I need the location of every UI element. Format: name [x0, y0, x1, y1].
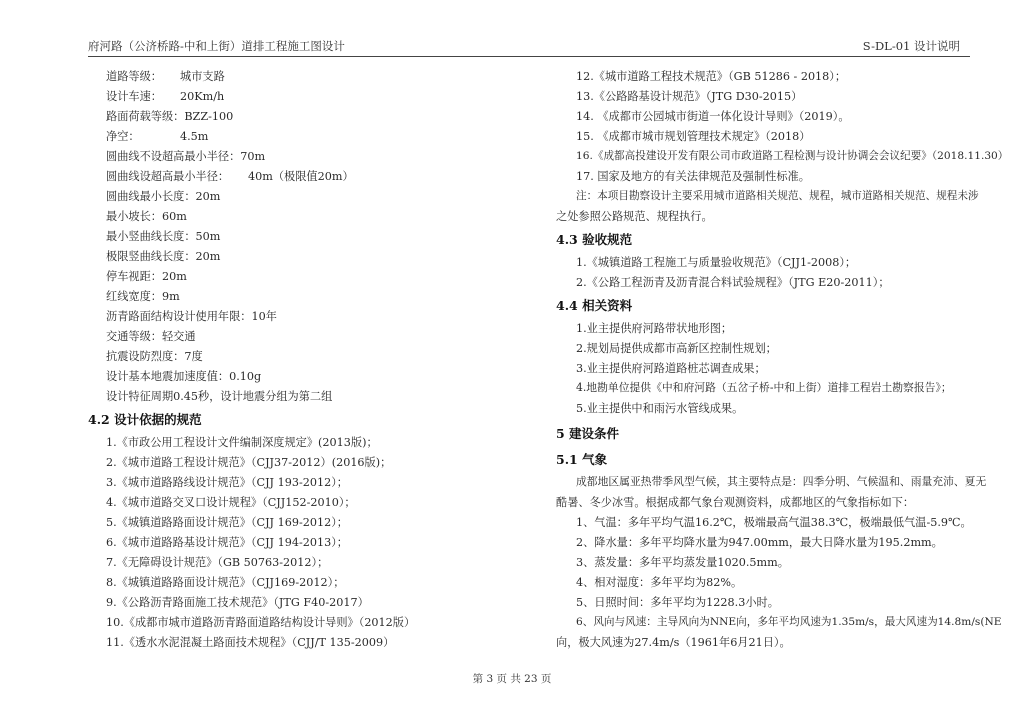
spec-item: 4.《城市道路交叉口设计规程》（CJJ152-2010）； [106, 496, 356, 509]
acceptance-item: 2.《公路工程沥青及沥青混合料试验规程》（JTG E20-2011）； [576, 276, 890, 289]
spec-item: 16.《成都高投建设开发有限公司市政道路工程检测与设计协调会会议纪要》（2018.11.30） [576, 150, 1009, 162]
spec-item: 3.《城市道路路线设计规范》（CJJ 193-2012）； [106, 476, 348, 489]
climate-item: 3、蒸发量：多年平均蒸发量1020.5mm。 [576, 556, 789, 569]
param-row: 交通等级：轻交通 [106, 330, 196, 343]
note-line: 注：本项目勘察设计主要采用城市道路相关规范、规程，城市道路相关规范、规程未涉 [576, 190, 979, 202]
section-heading-4-3: 4.3 验收规范 [556, 232, 633, 247]
climate-item: 向，极大风速为27.4m/s（1961年6月21日）。 [556, 636, 791, 649]
climate-item: 6、风向与风速：主导风向为NNE向，多年平均风速为1.35m/s，最大风速为14.8m/s(NE [576, 616, 1002, 628]
section-heading-4-4: 4.4 相关资料 [556, 298, 633, 313]
spec-item: 2.《城市道路工程设计规范》（CJJ37-2012）(2016版)； [106, 456, 392, 469]
spec-item: 17. 国家及地方的有关法律规范及强制性标准。 [576, 170, 810, 183]
param-row: 最小坡长：60m [106, 210, 187, 223]
param-row: 设计车速： 20Km/h [106, 90, 225, 103]
param-row: 抗震设防烈度：7度 [106, 350, 203, 363]
spec-item: 14. 《成都市公园城市街道一体化设计导则》（2019）。 [576, 110, 850, 123]
param-row: 圆曲线不设超高最小半径：70m [106, 150, 266, 163]
header-divider [88, 56, 970, 57]
climate-paragraph: 成都地区属亚热带季风型气候，其主要特点是：四季分明、气候温和、雨量充沛、夏无 [576, 475, 987, 488]
climate-item: 4、相对湿度：多年平均为82%。 [576, 576, 743, 589]
material-item: 3.业主提供府河路道路桩芯调查成果； [576, 362, 766, 375]
page-header [88, 34, 970, 54]
param-row: 设计特征周期0.45秒，设计地震分组为第二组 [106, 390, 333, 403]
drawing-code: S-DL-01 设计说明 [862, 39, 960, 53]
param-row: 最小竖曲线长度：50m [106, 230, 221, 243]
section-heading-4-2: 4.2 设计依据的规范 [88, 412, 202, 427]
spec-item: 12.《城市道路工程技术规范》（GB 51286 - 2018）； [576, 70, 847, 83]
spec-item: 11.《透水水泥混凝土路面技术规程》（CJJ/T 135-2009） [106, 636, 395, 649]
acceptance-item: 1.《城镇道路工程施工与质量验收规范》（CJJ1-2008）； [576, 256, 857, 269]
spec-item: 1.《市政公用工程设计文件编制深度规定》(2013版)； [106, 436, 378, 449]
section-heading-5-1: 5.1 气象 [556, 452, 608, 467]
spec-item: 7.《无障碍设计规范》（GB 50763-2012）； [106, 556, 329, 569]
material-item: 5.业主提供中和雨污水管线成果。 [576, 402, 744, 415]
material-item: 1.业主提供府河路带状地形图； [576, 322, 733, 335]
material-item: 2.规划局提供成都市高新区控制性规划； [576, 342, 777, 355]
note-line: 之处参照公路规范、规程执行。 [556, 210, 713, 223]
spec-item: 15. 《成都市城市规划管理技术规定》（2018） [576, 130, 811, 143]
param-row: 极限竖曲线长度：20m [106, 250, 221, 263]
climate-item: 2、降水量：多年平均降水量为947.00mm，最大日降水量为195.2mm。 [576, 536, 943, 549]
material-item: 4.地勘单位提供《中和府河路（五岔子桥-中和上街）道排工程岩土勘察报告》； [576, 381, 952, 394]
spec-item: 9.《公路沥青路面施工技术规范》（JTG F40-2017） [106, 596, 369, 609]
climate-item: 5、日照时间：多年平均为1228.3小时。 [576, 596, 779, 609]
param-row: 圆曲线最小长度：20m [106, 190, 221, 203]
param-row: 设计基本地震加速度值：0.10g [106, 370, 262, 383]
param-row: 圆曲线设超高最小半径： 40m（极限值20m） [106, 170, 354, 183]
param-row: 净空： 4.5m [106, 130, 209, 143]
spec-item: 10.《成都市城市道路沥青路面道路结构设计导则》（2012版） [106, 616, 416, 629]
section-heading-5: 5 建设条件 [556, 426, 620, 441]
climate-paragraph: 酷暑、冬少冰雪。根据成都气象台观测资料，成都地区的气象指标如下： [556, 496, 915, 509]
param-row: 沥青路面结构设计使用年限：10年 [106, 310, 277, 323]
spec-item: 8.《城镇道路路面设计规范》（CJJ169-2012）； [106, 576, 345, 589]
param-row: 停车视距：20m [106, 270, 187, 283]
page-number: 第 3 页 共 23 页 [472, 673, 552, 685]
param-row: 道路等级： 城市支路 [106, 70, 225, 83]
param-row: 路面荷载等级：BZZ-100 [106, 110, 234, 123]
project-title: 府河路（公济桥路-中和上街）道排工程施工图设计 [88, 39, 345, 53]
spec-item: 6.《城市道路路基设计规范》（CJJ 194-2013）； [106, 536, 348, 549]
spec-item: 13.《公路路基设计规范》（JTG D30-2015） [576, 90, 803, 103]
param-row: 红线宽度：9m [106, 290, 180, 303]
spec-item: 5.《城镇道路路面设计规范》（CJJ 169-2012）； [106, 516, 348, 529]
climate-item: 1、气温：多年平均气温16.2℃，极端最高气温38.3℃，极端最低气温-5.9℃。 [576, 516, 972, 529]
